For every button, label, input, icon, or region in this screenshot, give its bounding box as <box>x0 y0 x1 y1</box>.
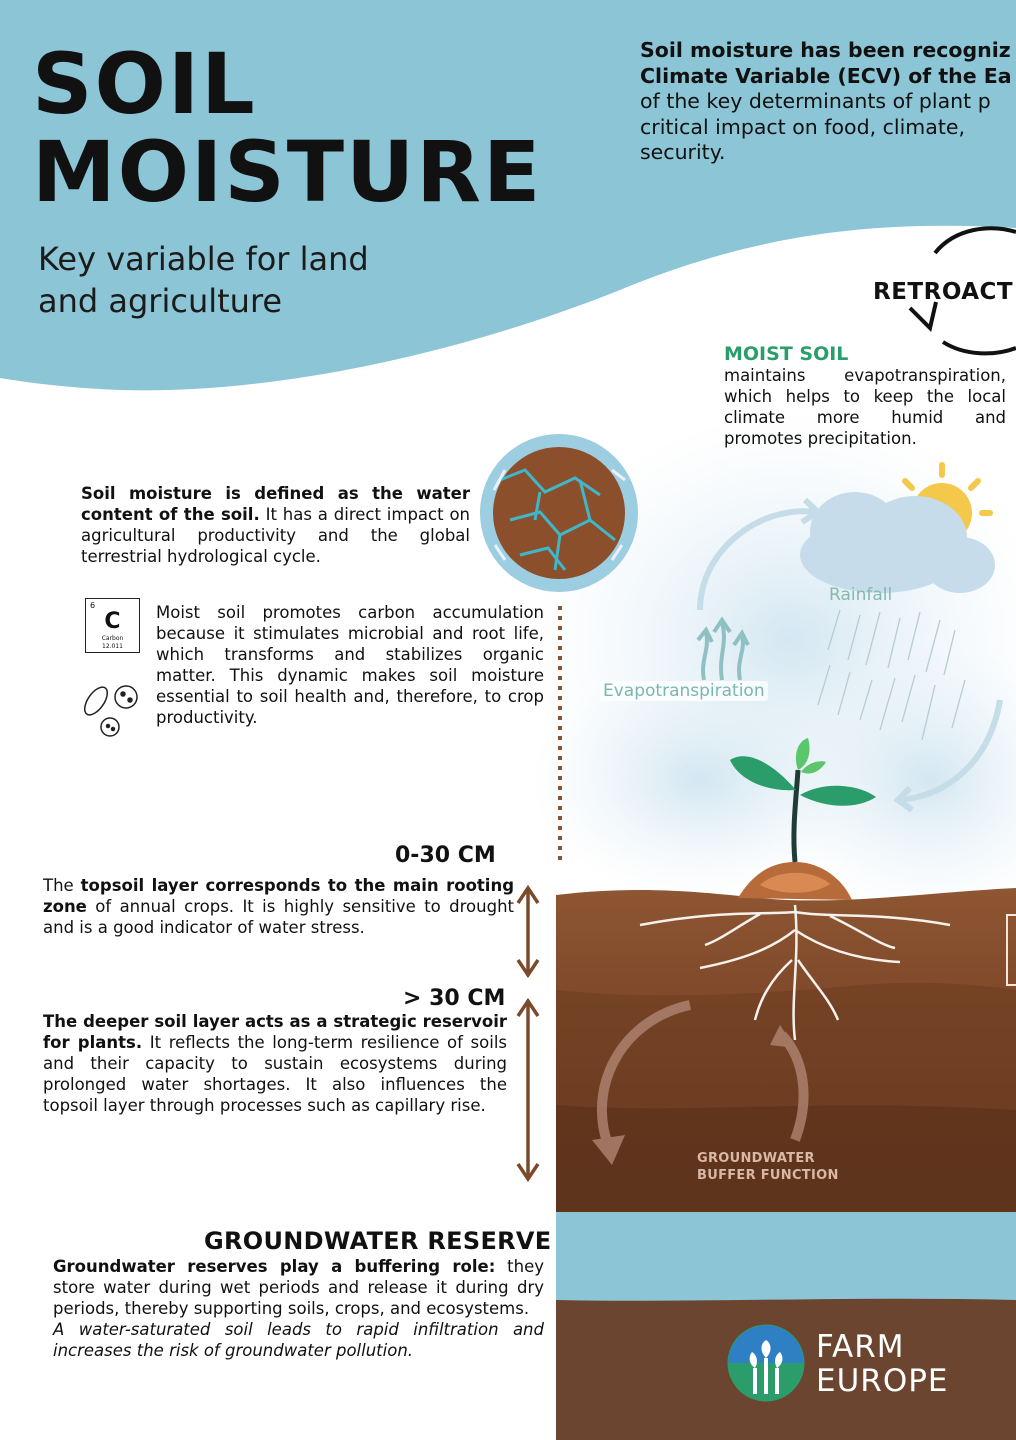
intro-bold-line-2: Climate Variable (ECV) of the Ea <box>640 63 1012 88</box>
title-line-2: MOISTURE <box>32 123 543 221</box>
depth-arrows <box>518 888 538 1179</box>
groundwater-italic: A water-saturated soil leads to rapid infiltration and increases the risk of groundwater pollution. <box>53 1320 544 1360</box>
intro-line-4: critical impact on food, climate, <box>640 114 965 139</box>
groundwater-paragraph <box>53 1256 544 1361</box>
groundwater-band <box>556 1212 1016 1304</box>
dry-soil-icon <box>480 434 638 592</box>
intro-line-3: of the key determinants of plant p <box>640 89 991 113</box>
moist-soil-body: maintains evapotranspiration, which helps to keep the local climate more humid and promotes precipitation. <box>724 366 1006 448</box>
logo-line-2: EUROPE <box>816 1363 949 1399</box>
retroaction-label: RETROACT <box>873 279 1014 305</box>
topsoil-depth-label: 0-30 CM <box>395 843 496 868</box>
topsoil-rest: of annual crops. It is highly sensitive to drought and is a good indicator of water stress. <box>43 897 514 937</box>
topsoil-bold: topsoil layer corresponds to the main rooting zone <box>43 876 515 916</box>
page-subtitle <box>38 238 458 322</box>
deep-soil-paragraph <box>43 1011 507 1116</box>
intro-paragraph <box>640 38 1016 166</box>
carbon-paragraph: Moist soil promotes carbon accumulation because it stimulates microbial and root life, which transforms and stabilizes organic matter. This dynamic makes soil moisture essential to soil health and, therefore, to crop productivity. <box>156 603 544 727</box>
carbon-name: Carbon <box>101 635 124 642</box>
groundwater-bold: Groundwater reserves play a buffering role: <box>53 1257 496 1276</box>
page-title <box>32 35 543 221</box>
deep-soil-depth-label: > 30 CM <box>403 986 506 1011</box>
deep-soil-rest: It reflects the long-term resilience of soils and their capacity to sustain ecosystems during prolonged water shortages. It also influences the topsoil layer through processes such as capillary rise. <box>43 1033 507 1115</box>
intro-line-5: security. <box>640 140 726 164</box>
logo-line-1: FARM <box>816 1329 905 1365</box>
buffer-line-1: GROUNDWATER <box>697 1151 815 1166</box>
buffer-line-2: BUFFER FUNCTION <box>697 1168 839 1183</box>
subtitle-line-2: and agriculture <box>38 282 283 320</box>
definition-paragraph <box>81 483 470 567</box>
definition-rest: It has a direct impact on agricultural productivity and the global terrestrial hydrological cycle. <box>81 505 470 566</box>
title-line-1: SOIL <box>32 35 257 133</box>
carbon-weight: 12.011 <box>102 643 123 650</box>
topsoil-pre: The <box>43 876 81 895</box>
groundwater-rest: they store water during wet periods and release it during dry periods, thereby supporting soils, crops, and ecosystems. <box>53 1257 544 1318</box>
carbon-element-icon <box>85 598 140 653</box>
carbon-symbol: C <box>104 609 121 634</box>
evapotranspiration-label: Evapotranspiration <box>600 681 768 701</box>
intro-bold-line-1: Soil moisture has been recogniz <box>640 38 1011 62</box>
groundwater-buffer-label <box>697 1150 839 1184</box>
carbon-atomic-number: 6 <box>90 601 96 610</box>
microbes-icon <box>80 683 137 736</box>
deep-soil-bold: The deeper soil layer acts as a strategic reservoir for plants. <box>43 1012 507 1052</box>
farm-europe-logo-text <box>816 1330 949 1398</box>
definition-bold: Soil moisture is defined as the water content of the soil. <box>81 484 470 524</box>
rainfall-label: Rainfall <box>829 585 893 605</box>
groundwater-heading: GROUNDWATER RESERVE <box>204 1227 552 1255</box>
moist-soil-heading: MOIST SOIL <box>724 343 849 365</box>
subtitle-line-1: Key variable for land <box>38 240 369 278</box>
farm-europe-logo-icon <box>727 1324 805 1402</box>
topsoil-paragraph <box>43 875 514 938</box>
